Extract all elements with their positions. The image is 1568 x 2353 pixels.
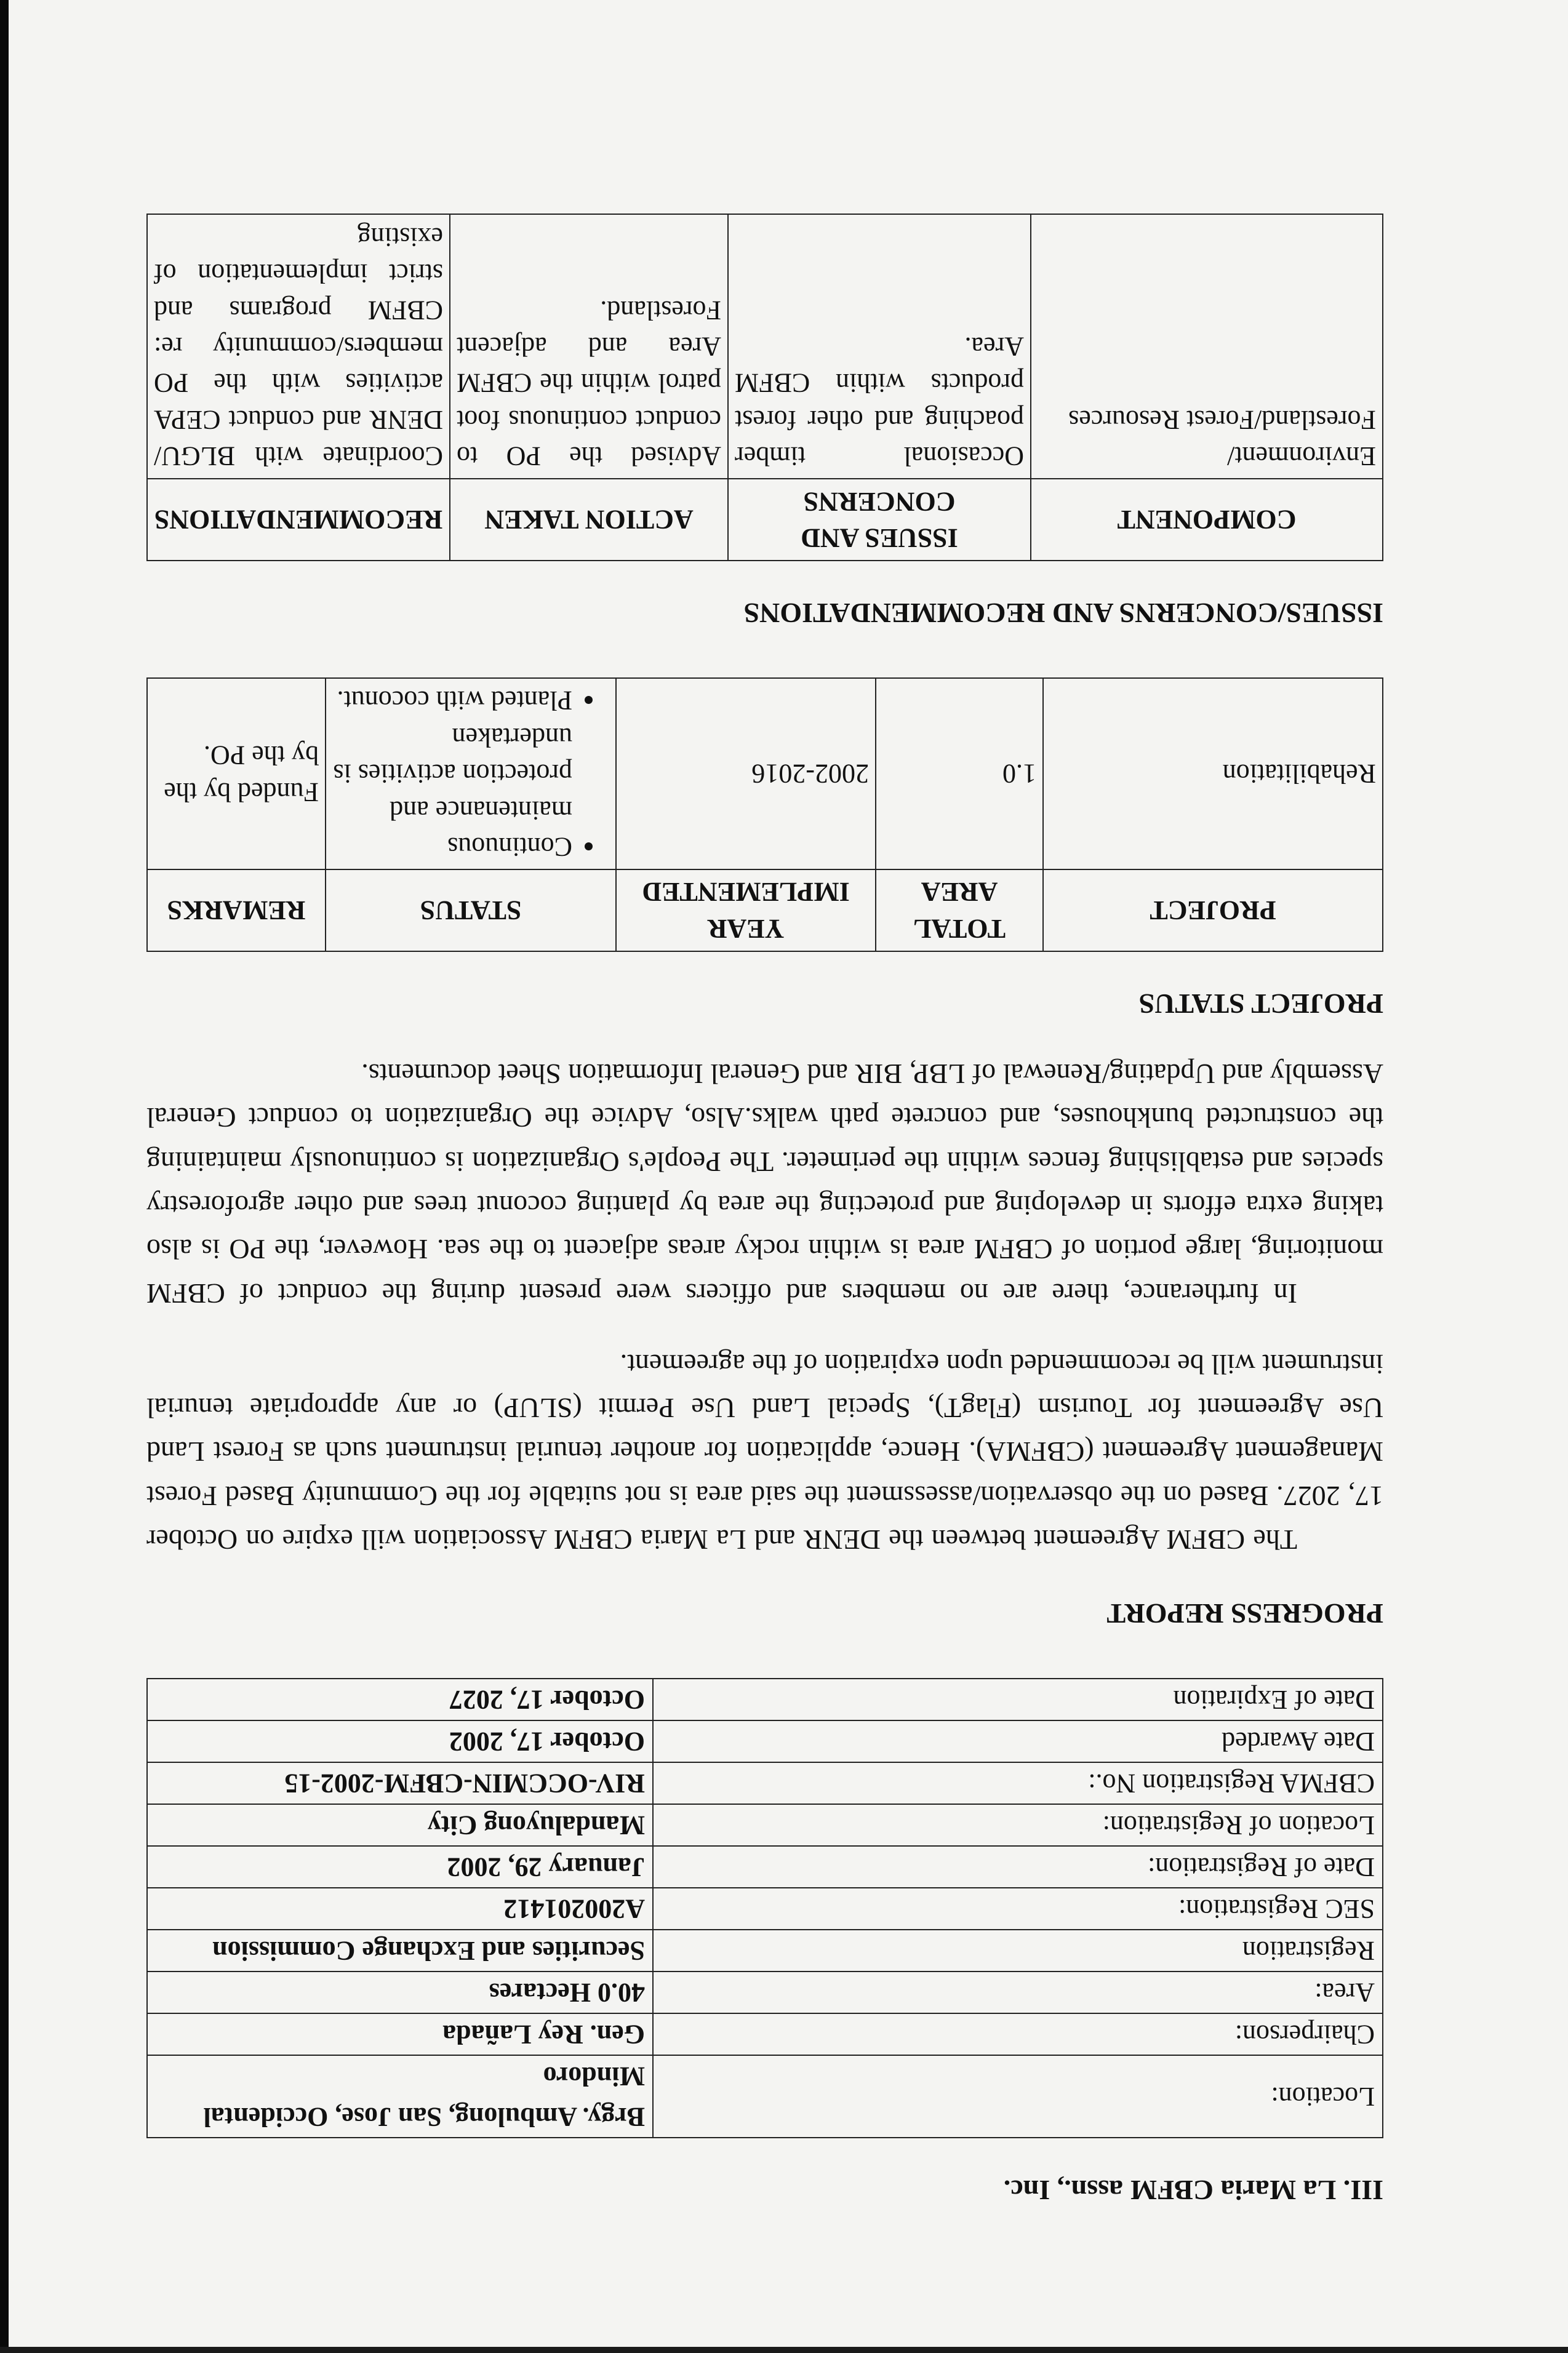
- cell-project: Rehabilitation: [1043, 678, 1383, 869]
- info-value: Brgy. Ambulong, San Jose, Occidental Mindoro: [147, 2055, 653, 2138]
- info-row: [147, 1679, 1383, 1720]
- info-row: [147, 1888, 1383, 1930]
- header-recommendations: RECOMMENDATIONS: [147, 479, 450, 561]
- info-label: Location of Registration:: [653, 1804, 1383, 1846]
- cell-action: Advised the PO to conduct continuous foot patrol within the CBFM Area and adjacent Forestland.: [450, 214, 728, 479]
- info-label: Area:: [653, 1971, 1383, 2013]
- header-status: STATUS: [326, 869, 616, 951]
- info-row: [147, 1971, 1383, 2013]
- info-value: January 29, 2002: [147, 1846, 653, 1888]
- info-row: [147, 1930, 1383, 1971]
- progress-report-title: PROGRESS REPORT: [1106, 1598, 1383, 1629]
- header-issues: ISSUES AND CONCERNS: [728, 479, 1031, 561]
- info-value: October 17, 2027: [147, 1679, 653, 1720]
- progress-paragraph-2: In furtherance, there are no members and officers were present during the conduct of CBFM monitoring, large portion of CBFM area is within rocky areas adjacent to the sea. However, the PO is also taking extra efforts in developing and protecting the area by planting coconut trees and other agroforestry species and establishing fences within the perimeter. The People's Organization is continuously maintaining the constructed bunkhouses, and concrete path walks.Also, Advice the Organization to conduct General Assembly and Updating/Renewal of LBP, BIR and General Information Sheet documents.: [146, 1058, 1383, 1309]
- header-component: COMPONENT: [1031, 479, 1383, 561]
- info-row: [147, 1846, 1383, 1888]
- info-label: Date Awarded: [653, 1720, 1383, 1762]
- cell-status: [326, 678, 616, 869]
- info-value: Gen. Rey Lañada: [147, 2013, 653, 2055]
- issues-table: [146, 214, 1383, 561]
- cell-component: Environment/ Forestland/Forest Resources: [1031, 214, 1383, 479]
- document-body: [146, 170, 1383, 2211]
- info-value: October 17, 2002: [147, 1720, 653, 1762]
- issues-title: ISSUES/CONCERNS AND RECOMMENDATIONS: [743, 597, 1383, 629]
- info-value: Mandaluyong City: [147, 1804, 653, 1846]
- section-title: III. La Maria CBFM assn., Inc.: [1003, 2175, 1383, 2206]
- progress-paragraph-1: The CBFM Agreement between the DENR and La Maria CBFM Association will expire on October 17, 2027. Based on the observation/assessment the said area is not suitable for the Community Based Forest Management Agreement (CBFMA). Hence, application for another tenurial instrument such as Forest Land Use Agreement for Tourism (FlagT), Special Land Use Permit (SLUP) or any appropriate tenurial instrument will be recommended upon expiration of the agreement.: [146, 1348, 1383, 1556]
- info-value: A200201412: [147, 1888, 653, 1930]
- project-status-table: [146, 677, 1383, 952]
- cell-recommendations: Coordinate with BLGU/ DENR and conduct CEPA activities with the PO members/community re: CBFM programs and strict implementation of existing: [147, 214, 450, 479]
- status-list: [332, 682, 609, 865]
- header-remarks: REMARKS: [147, 869, 326, 951]
- info-label: CBFMA Registration No.:: [653, 1762, 1383, 1804]
- info-label: Date of Registration:: [653, 1846, 1383, 1888]
- info-row: [147, 1720, 1383, 1762]
- info-row: [147, 2013, 1383, 2055]
- info-label: Date of Expiration: [653, 1679, 1383, 1720]
- info-label: Registration: [653, 1930, 1383, 1971]
- list-item: • Planted with coconut.: [332, 682, 572, 719]
- info-value: Securities and Exchange Commission: [147, 1930, 653, 1971]
- header-action: ACTION TAKEN: [450, 479, 728, 561]
- list-item: • Continuous maintenance and protection activities is undertaken: [332, 719, 572, 865]
- info-label: SEC Registration:: [653, 1888, 1383, 1930]
- header-total-area: TOTAL AREA: [876, 869, 1043, 951]
- cell-remarks: Funded by the by the PO.: [147, 678, 326, 869]
- info-row: [147, 1762, 1383, 1804]
- association-info-table: [146, 1678, 1383, 2138]
- info-row: [147, 2055, 1383, 2138]
- cell-year: 2002-2016: [616, 678, 876, 869]
- project-status-title: PROJECT STATUS: [1138, 988, 1383, 1020]
- info-label: Location:: [653, 2055, 1383, 2138]
- info-label: Chairperson:: [653, 2013, 1383, 2055]
- info-row: [147, 1804, 1383, 1846]
- info-value: 40.0 Hectares: [147, 1971, 653, 2013]
- table-row: [147, 214, 1383, 479]
- header-year-implemented: YEAR IMPLEMENTED: [616, 869, 876, 951]
- header-project: PROJECT: [1043, 869, 1383, 951]
- table-row: [147, 678, 1383, 869]
- info-value: RIV-OCCMIN-CBFM-2002-15: [147, 1762, 653, 1804]
- cell-area: 1.0: [876, 678, 1043, 869]
- cell-issues: Occasional timber poaching and other forest products within CBFM Area.: [728, 214, 1031, 479]
